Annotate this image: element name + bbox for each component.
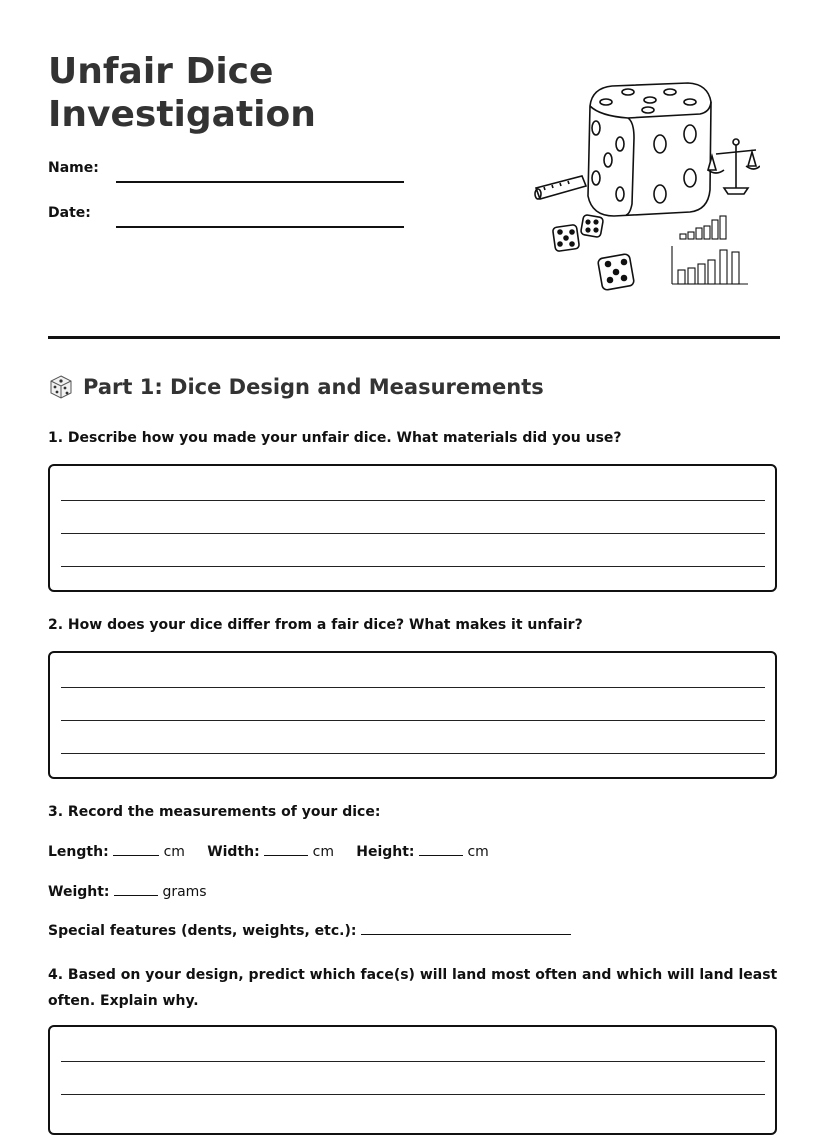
question-1: 1. Describe how you made your unfair dice. What materials did you use? xyxy=(48,430,622,446)
balance-scale-icon xyxy=(708,139,760,194)
ruler-icon xyxy=(535,176,586,199)
section-heading-part1 xyxy=(48,374,544,400)
answer-line xyxy=(61,1061,765,1062)
width-unit: cm xyxy=(312,844,334,860)
special-features-row xyxy=(48,922,571,939)
length-blank[interactable] xyxy=(113,843,159,856)
game-die-icon xyxy=(48,374,74,400)
answer-box-4[interactable] xyxy=(48,1025,777,1135)
question-3: 3. Record the measurements of your dice: xyxy=(48,804,381,820)
answer-line xyxy=(61,533,765,534)
weight-row xyxy=(48,883,207,900)
weight-unit: grams xyxy=(162,884,207,900)
width-blank[interactable] xyxy=(264,843,308,856)
small-dice-icon xyxy=(552,214,634,290)
date-field[interactable] xyxy=(116,226,404,228)
height-blank[interactable] xyxy=(419,843,463,856)
length-label: Length: xyxy=(48,844,109,860)
question-2: 2. How does your dice differ from a fair dice? What makes it unfair? xyxy=(48,617,583,633)
dimensions-row xyxy=(48,843,489,860)
weight-label: Weight: xyxy=(48,884,110,900)
bar-chart-icon xyxy=(672,216,748,284)
answer-box-2[interactable] xyxy=(48,651,777,779)
name-field[interactable] xyxy=(116,181,404,183)
special-features-blank[interactable] xyxy=(361,922,571,935)
date-label: Date: xyxy=(48,205,91,221)
height-label: Height: xyxy=(356,844,415,860)
answer-line xyxy=(61,566,765,567)
name-label: Name: xyxy=(48,160,99,176)
width-label: Width: xyxy=(207,844,260,860)
answer-line xyxy=(61,500,765,501)
answer-line xyxy=(61,1094,765,1095)
dice-illustration xyxy=(530,78,760,294)
large-die-icon xyxy=(588,83,711,216)
height-unit: cm xyxy=(467,844,489,860)
question-4: 4. Based on your design, predict which face(s) will land most often and which will land least often. Explain why. xyxy=(48,967,778,1009)
page-title: Unfair Dice Investigation xyxy=(48,51,316,135)
answer-box-1[interactable] xyxy=(48,464,777,592)
special-features-label: Special features (dents, weights, etc.): xyxy=(48,923,357,939)
answer-line xyxy=(61,720,765,721)
weight-blank[interactable] xyxy=(114,883,158,896)
section-title-text: Part 1: Dice Design and Measurements xyxy=(83,375,544,399)
section-divider xyxy=(48,336,780,339)
length-unit: cm xyxy=(163,844,185,860)
answer-line xyxy=(61,753,765,754)
answer-line xyxy=(61,687,765,688)
